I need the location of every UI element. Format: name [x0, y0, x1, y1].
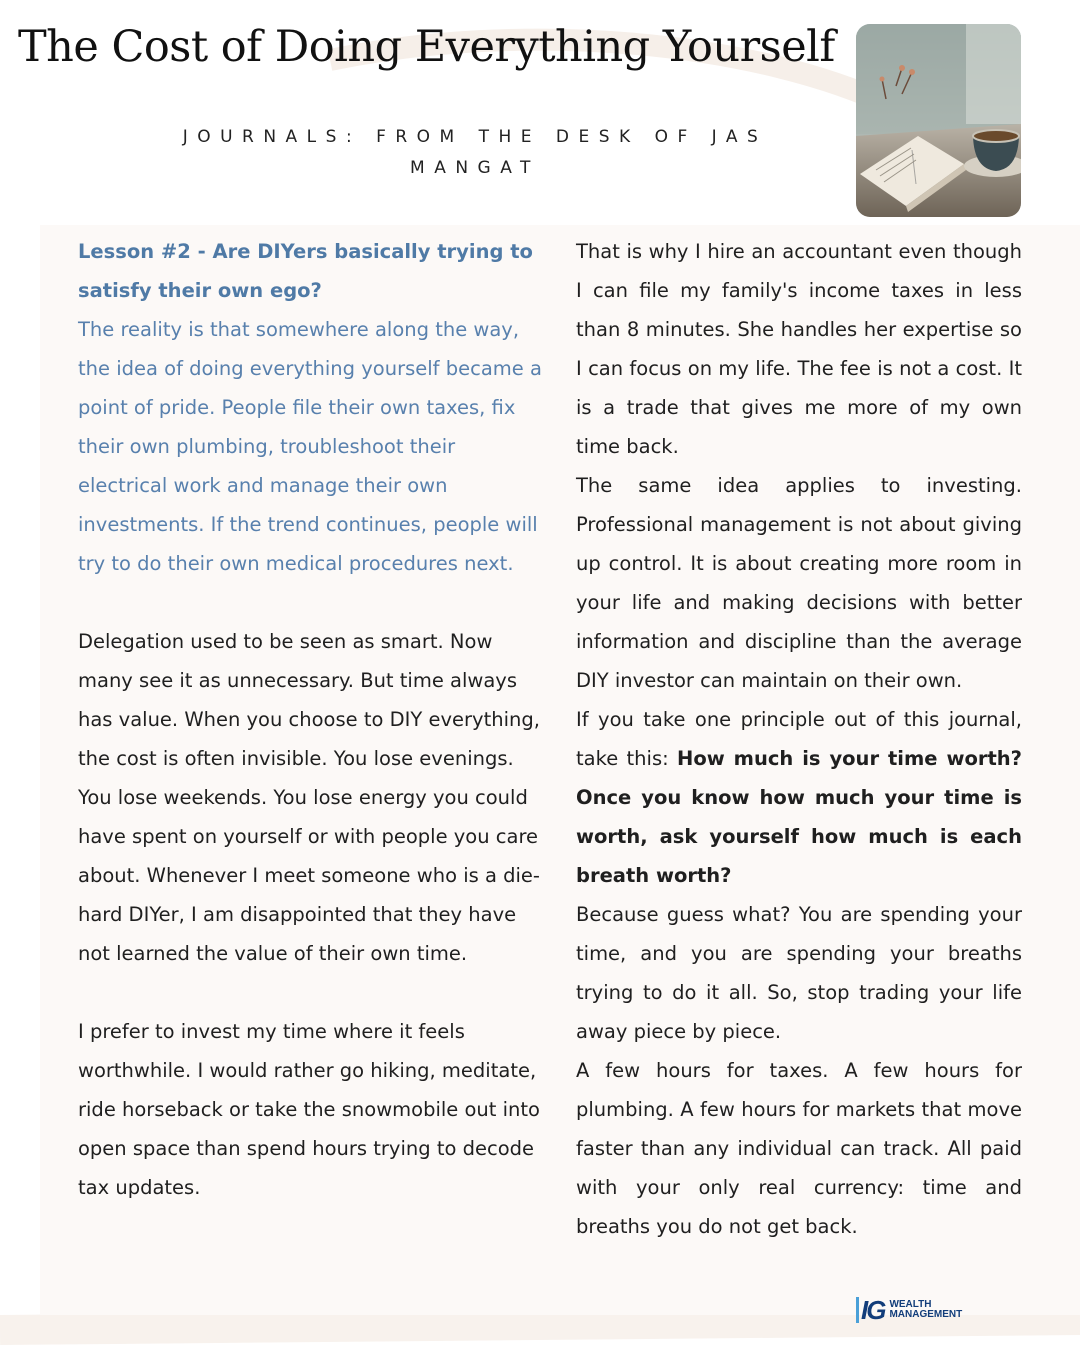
logo-mark: IG	[856, 1297, 884, 1323]
principle-intro: If you take one principle out of this journal, take this:	[576, 708, 1022, 770]
right-column	[576, 232, 1022, 1246]
paragraph-spacer	[78, 973, 548, 1012]
paragraph-guess-what: Because guess what? You are spending your time, and you are spending your breaths trying to do it all. So, stop trading your life away piece by piece.	[576, 903, 1022, 1043]
page-subtitle: JOURNALS: FROM THE DESK OF JAS MANGAT	[182, 127, 768, 178]
paragraph-spacer	[78, 583, 548, 622]
logo-line-wealth: WEALTH	[889, 1299, 932, 1310]
lesson-body: The reality is that somewhere along the way, the idea of doing everything yourself became a point of pride. People file their own taxes, fix their own plumbing, troubleshoot their electrical work and manage their own investments. If the trend continues, people will try to do their own medical procedures next.	[78, 318, 542, 575]
paragraph-investing: The same idea applies to investing. Professional management is not about giving up control. It is about creating more room in your life and making decisions with better information and discipline than the average DIY investor can maintain on their own.	[576, 474, 1022, 692]
principle-question: How much is your time worth? Once you know how much your time is worth, ask yourself how much is each breath worth?	[576, 747, 1022, 887]
logo-wordmark	[889, 1300, 962, 1320]
paragraph-principle	[576, 700, 1022, 895]
left-column	[78, 232, 548, 1207]
paragraph-few-hours: A few hours for taxes. A few hours for plumbing. A few hours for markets that move faster than any individual can track. All paid with your only real currency: time and breaths you do not get back.	[576, 1059, 1022, 1238]
paragraph-delegation: Delegation used to be seen as smart. Now many see it as unnecessary. But time always has value. When you choose to DIY everything, the cost is often invisible. You lose evenings. You lose weekends. You lose energy you could have spent on yourself or with people you care about. Whenever I meet someone who is a die-hard DIYer, I am disappointed that they have not learned the value of their own time.	[78, 630, 540, 965]
paragraph-invest-time: I prefer to invest my time where it feels worthwhile. I would rather go hiking, meditate, ride horseback or take the snowmobile out into open space than spend hours trying to decode tax updates.	[78, 1020, 540, 1199]
lesson-heading: Lesson #2 - Are DIYers basically trying to satisfy their own ego?	[78, 240, 533, 302]
logo-line-management: MANAGEMENT	[889, 1309, 963, 1320]
ig-wealth-management-logo	[856, 1297, 962, 1323]
paragraph-accountant: That is why I hire an accountant even though I can file my family's income taxes in less than 8 minutes. She handles her expertise so I can focus on my life. The fee is not a cost. It is a trade that gives me more of my own time back.	[576, 240, 1022, 458]
journal-and-tea-photo	[856, 24, 1021, 217]
page-title: The Cost of Doing Everything Yourself	[18, 22, 835, 72]
